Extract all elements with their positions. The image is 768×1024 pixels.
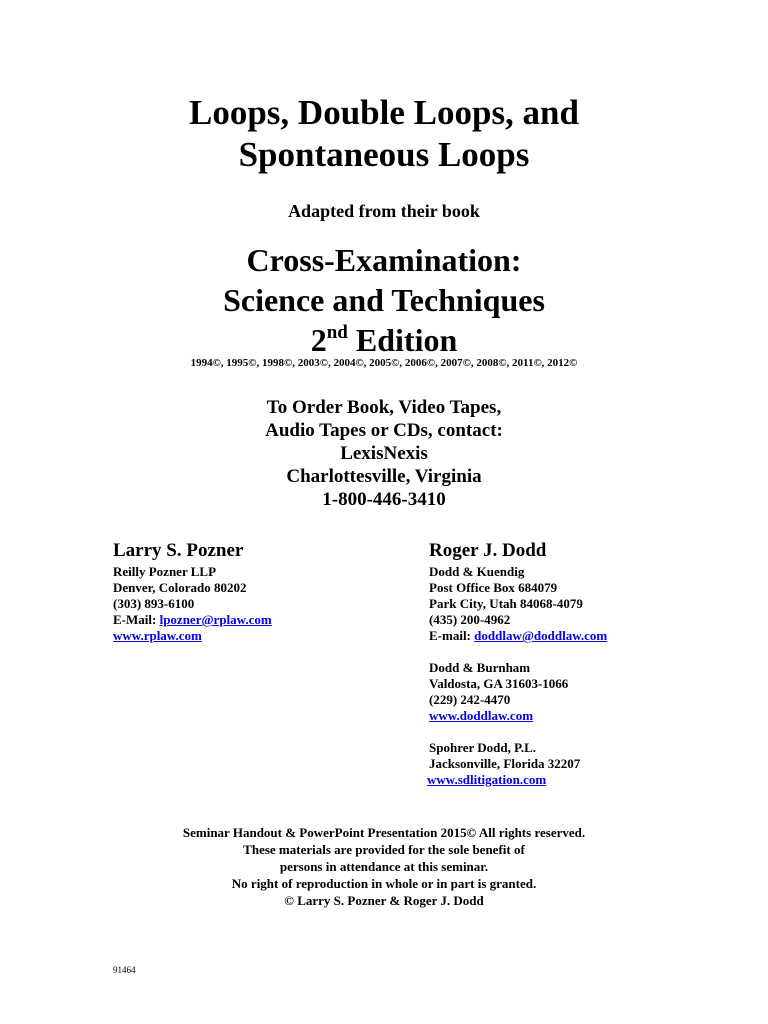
copyright-years: 1994©, 1995©, 1998©, 2003©, 2004©, 2005©, 2006©, 2007©, 2008©, 2011©, 2012© [190, 357, 578, 369]
office-firm: Dodd & Burnham [429, 660, 531, 675]
email-label: E-mail: [429, 628, 475, 643]
office-phone: (229) 242-4470 [429, 692, 511, 707]
footer-line-5: © Larry S. Pozner & Roger J. Dodd [284, 893, 484, 908]
author-firm: Reilly Pozner LLP [113, 564, 217, 579]
edition-suffix: nd [326, 322, 348, 343]
email-link[interactable]: doddlaw@doddlaw.com [474, 628, 608, 643]
book-title-line-2: Science and Techniques [223, 282, 545, 318]
author-email-row [113, 612, 272, 628]
edition-word: Edition [347, 322, 458, 358]
office-firm: Spohrer Dodd, P.L. [429, 740, 537, 755]
book-title-line-1: Cross-Examination: [246, 242, 522, 278]
book-edition [0, 320, 768, 360]
title-line-1: Loops, Double Loops, and [188, 93, 579, 132]
office-address-1: Post Office Box 684079 [429, 580, 558, 595]
author-phone: (303) 893-6100 [113, 596, 195, 611]
office-email-row [429, 628, 607, 644]
website-link[interactable]: www.sdlitigation.com [427, 772, 547, 787]
spacer [429, 724, 607, 740]
order-line-2: Audio Tapes or CDs, contact: [265, 420, 503, 441]
book-title [0, 240, 768, 360]
office-website-row [427, 772, 607, 788]
email-link[interactable]: lpozner@rplaw.com [159, 612, 272, 627]
website-link[interactable]: www.doddlaw.com [429, 708, 534, 723]
author-name: Larry S. Pozner [113, 540, 244, 561]
footer-line-4: No right of reproduction in whole or in part is granted. [231, 876, 537, 891]
author-website-row [113, 628, 272, 644]
footer-line-3: persons in attendance at this seminar. [279, 859, 489, 874]
footer-notice [0, 824, 768, 909]
order-company: LexisNexis [340, 443, 428, 464]
author-pozner [113, 540, 272, 644]
author-address: Denver, Colorado 80202 [113, 580, 247, 595]
spacer [429, 644, 607, 660]
office-address-2: Park City, Utah 84068-4079 [429, 596, 583, 611]
edition-number: 2 [310, 322, 327, 358]
office-address: Valdosta, GA 31603-1066 [429, 676, 569, 691]
order-phone: 1-800-446-3410 [322, 489, 446, 510]
document-number: 91464 [113, 965, 136, 975]
email-label: E-Mail: [113, 612, 160, 627]
author-name: Roger J. Dodd [429, 540, 547, 561]
website-link[interactable]: www.rplaw.com [113, 628, 202, 643]
office-firm: Dodd & Kuendig [429, 564, 525, 579]
office-address: Jacksonville, Florida 32207 [429, 756, 581, 771]
footer-line-1: Seminar Handout & PowerPoint Presentation 2015© All rights reserved. [182, 825, 586, 840]
office-website-row [429, 708, 607, 724]
subtitle: Adapted from their book [288, 201, 480, 221]
document-title [0, 92, 768, 176]
author-dodd [429, 540, 607, 788]
office-phone: (435) 200-4962 [429, 612, 511, 627]
order-info [0, 396, 768, 511]
order-line-1: To Order Book, Video Tapes, [266, 397, 502, 418]
order-city: Charlottesville, Virginia [286, 466, 482, 487]
footer-line-2: These materials are provided for the sole benefit of [243, 842, 525, 857]
title-line-2: Spontaneous Loops [238, 135, 530, 174]
